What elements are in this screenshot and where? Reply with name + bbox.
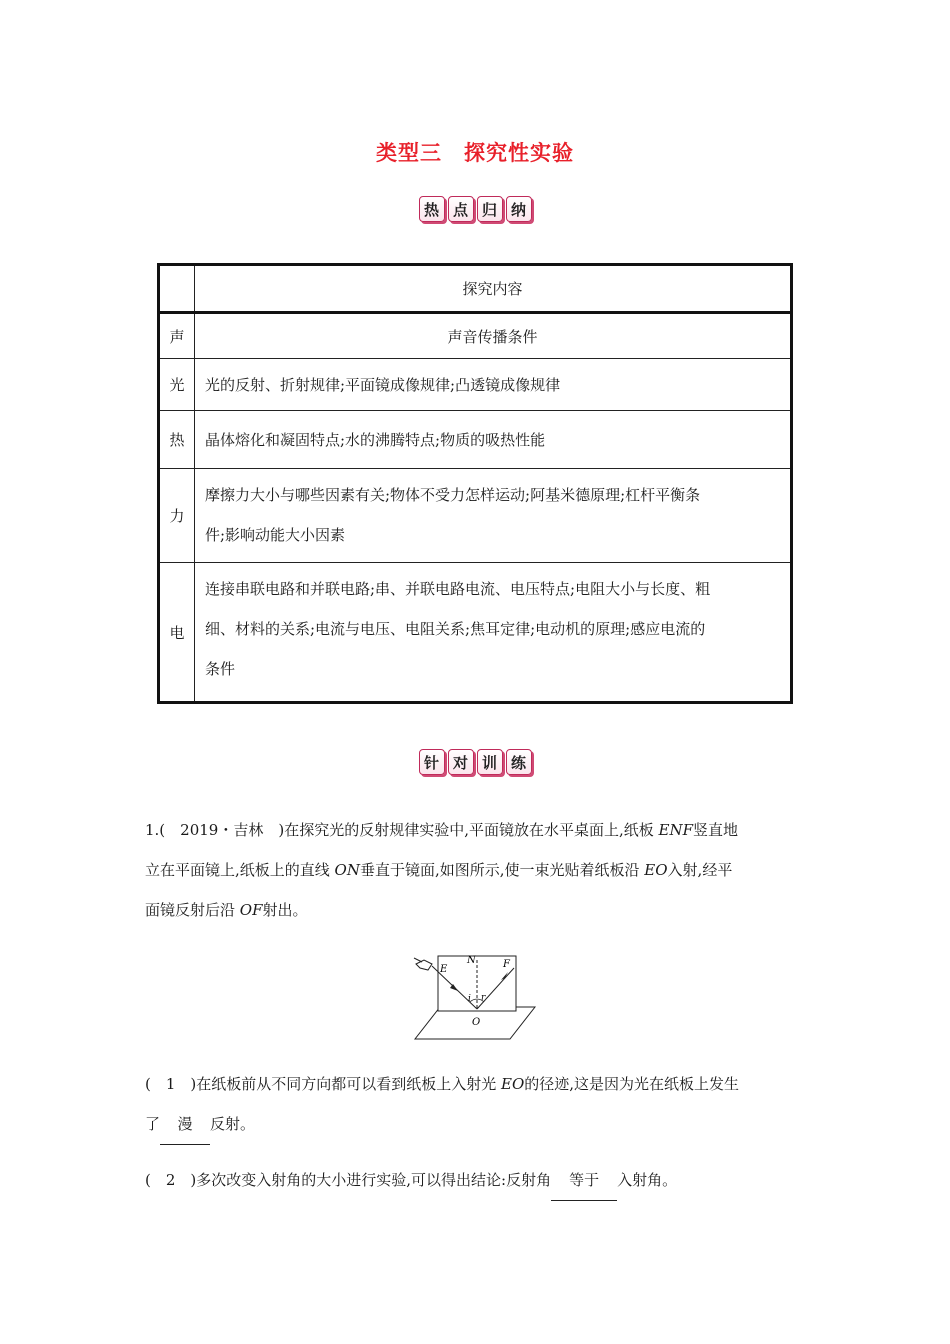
symbol: ON — [334, 861, 360, 879]
page-title: 类型三 探究性实验 — [376, 141, 574, 165]
content-line: 条件 — [205, 660, 236, 678]
text: 多次改变入射角的大小进行实验,可以得出结论:反射角 — [196, 1171, 552, 1189]
content-cell — [195, 469, 792, 563]
symbol: EO — [501, 1075, 525, 1093]
symbol: OF — [239, 901, 263, 919]
badge-char: 针 — [419, 749, 445, 775]
section-badge-summary — [0, 196, 950, 222]
table-row — [159, 563, 792, 703]
section-badge-practice — [0, 749, 950, 775]
subject-cell: 热 — [159, 411, 195, 469]
part-number: ( 2 ) — [145, 1171, 197, 1189]
question-line — [145, 1160, 810, 1201]
text: 立在平面镜上,纸板上的直线 — [145, 861, 335, 879]
content-cell: 声音传播条件 — [195, 313, 792, 359]
question-part-2 — [145, 1160, 810, 1201]
part-number: ( 1 ) — [145, 1075, 197, 1093]
content-line: 摩擦力大小与哪些因素有关;物体不受力怎样运动;阿基米德原理;杠杆平衡条 — [205, 486, 701, 504]
badge-char: 纳 — [506, 196, 532, 222]
label-N: N — [467, 955, 476, 966]
table-header: 探究内容 — [195, 265, 792, 313]
question-line — [145, 890, 810, 930]
subject-cell: 力 — [159, 469, 195, 563]
table-row — [159, 313, 792, 359]
subject-cell: 声 — [159, 313, 195, 359]
text: 的径迹,这是因为光在纸板上发生 — [524, 1075, 740, 1093]
label-i: i — [468, 994, 471, 1004]
table-row — [159, 469, 792, 563]
question-line — [145, 1064, 810, 1104]
badge-char: 热 — [419, 196, 445, 222]
text: 垂直于镜面,如图所示,使一束光贴着纸板沿 — [359, 861, 645, 879]
question-number: 1.( 2019・吉林 ) — [145, 821, 285, 839]
question-part-1 — [145, 1064, 810, 1145]
badge-char: 对 — [448, 749, 474, 775]
badge-char: 训 — [477, 749, 503, 775]
answer-blank: 漫 — [160, 1104, 210, 1145]
content-cell: 晶体熔化和凝固特点;水的沸腾特点;物质的吸热性能 — [195, 411, 792, 469]
content-line: 连接串联电路和并联电路;串、并联电路电流、电压特点;电阻大小与长度、粗 — [205, 580, 711, 598]
content-cell: 光的反射、折射规律;平面镜成像规律;凸透镜成像规律 — [195, 359, 792, 411]
label-F: F — [503, 959, 510, 970]
laser-pointer-icon — [416, 960, 432, 970]
summary-table — [157, 263, 793, 704]
text: 在纸板前从不同方向都可以看到纸板上入射光 — [196, 1075, 502, 1093]
question-line — [145, 1104, 810, 1145]
subject-cell: 光 — [159, 359, 195, 411]
content-line: 件;影响动能大小因素 — [205, 526, 346, 544]
text: 竖直地 — [693, 821, 739, 839]
content-line: 细、材料的关系;电流与电压、电阻关系;焦耳定律;电动机的原理;感应电流的 — [205, 620, 706, 638]
subject-cell: 电 — [159, 563, 195, 703]
text: 射出。 — [262, 901, 308, 919]
text: 面镜反射后沿 — [145, 901, 240, 919]
label-E: E — [440, 964, 448, 975]
question-line — [145, 810, 810, 850]
symbol: ENF — [658, 821, 693, 839]
laser-pointer-icon — [414, 958, 422, 962]
reflection-diagram — [410, 952, 545, 1042]
text: 入射,经平 — [667, 861, 733, 879]
badge-char: 点 — [448, 196, 474, 222]
text: 了 — [145, 1115, 161, 1133]
text: 在探究光的反射规律实验中,平面镜放在水平桌面上,纸板 — [284, 821, 659, 839]
question-1 — [145, 810, 810, 930]
table-row — [159, 411, 792, 469]
symbol: EO — [644, 861, 668, 879]
label-O: O — [472, 1017, 481, 1028]
content-cell — [195, 563, 792, 703]
text: 入射角。 — [617, 1171, 678, 1189]
badge-char: 练 — [506, 749, 532, 775]
text: 反射。 — [210, 1115, 256, 1133]
badge-char: 归 — [477, 196, 503, 222]
table-header-blank — [159, 265, 195, 313]
label-r: r — [481, 993, 486, 1003]
answer-blank: 等于 — [551, 1160, 617, 1201]
question-line — [145, 850, 810, 890]
table-row — [159, 359, 792, 411]
